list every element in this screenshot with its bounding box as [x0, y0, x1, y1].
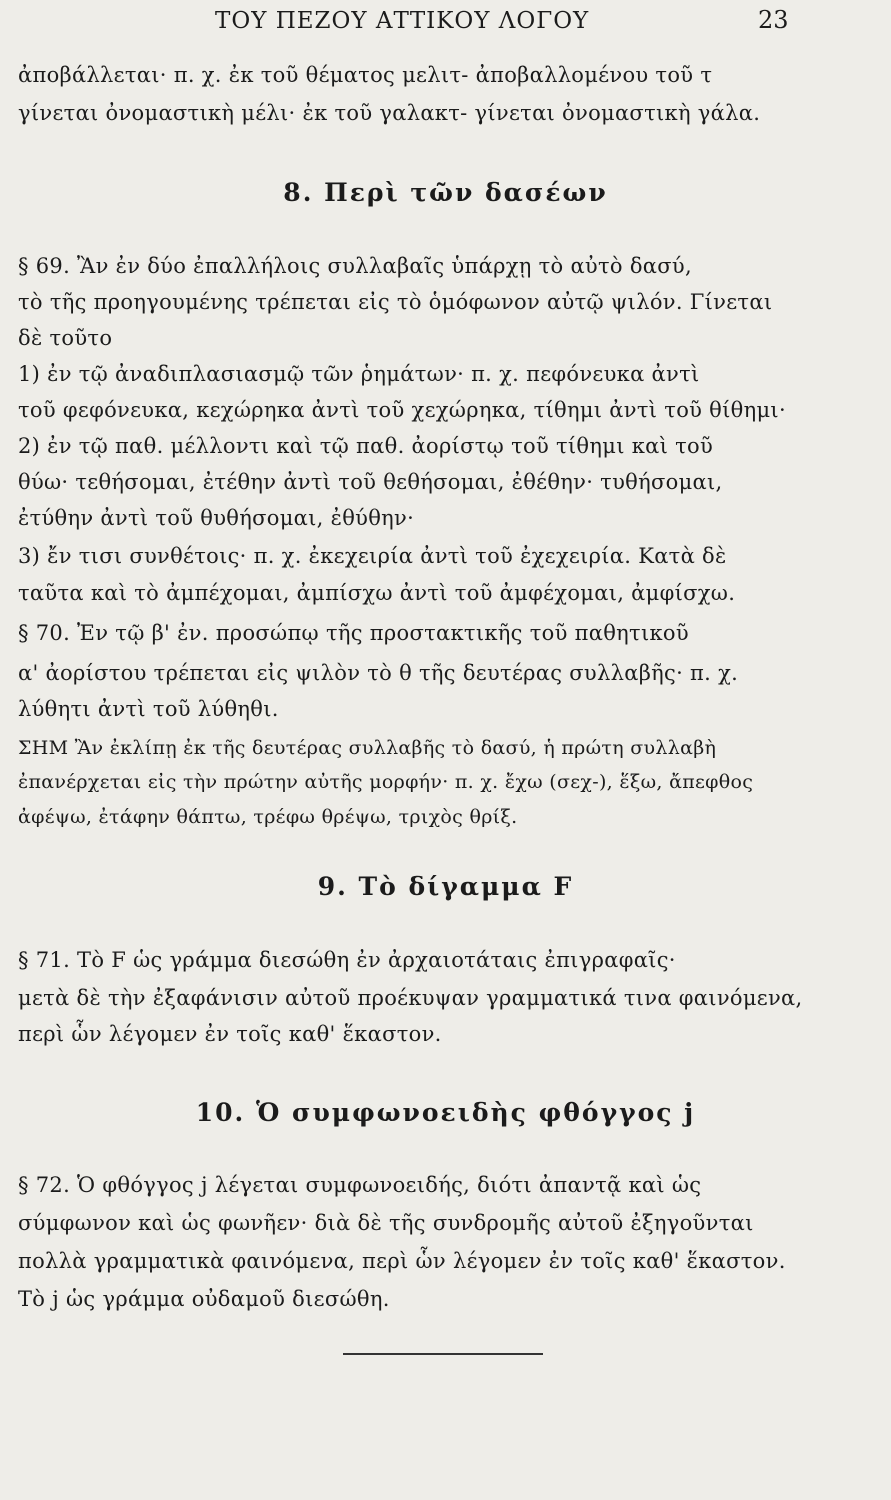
paragraph-72-line: σύμφωνον καὶ ὡς φωνῆεν· διὰ δὲ τῆς συνδρομῆς αὐτοῦ ἐξηγοῦνται [18, 1211, 754, 1235]
section-heading-8: 8. Περὶ τῶν δασέων [283, 178, 608, 207]
page-number: 23 [758, 6, 789, 34]
paragraph-69-line: ἐτύθην ἀντὶ τοῦ θυθήσομαι, ἐθύθην· [18, 506, 415, 530]
paragraph-69-line: 1) ἐν τῷ ἀναδιπλασιασμῷ τῶν ῥημάτων· π. χ. πεφόνευκα ἀντὶ [18, 362, 700, 386]
paragraph-70-line: λύθητι ἀντὶ τοῦ λύθηθι. [18, 697, 279, 721]
paragraph-69-line: τὸ τῆς προηγουμένης τρέπεται εἰς τὸ ὁμόφωνον αὐτῷ ψιλόν. Γίνεται [18, 290, 773, 314]
paragraph-71-line: § 71. Τὸ F ὡς γράμμα διεσώθη ἐν ἀρχαιοτάταις ἐπιγραφαῖς· [18, 948, 676, 972]
running-head: ΤΟΥ ΠΕΖΟΥ ΑΤΤΙΚΟΥ ΛΟΓΟΥ [215, 8, 590, 34]
closing-rule [343, 1353, 543, 1355]
paragraph-69-line: τοῦ φεφόνευκα, κεχώρηκα ἀντὶ τοῦ χεχώρηκα, τίθημι ἀντὶ τοῦ θίθημι· [18, 398, 786, 422]
note-line: ἀφέψω, ἐτάφην θάπτω, τρέφω θρέψω, τριχὸς θρίξ. [18, 806, 518, 828]
paragraph-69-line: § 69. Ἂν ἐν δύο ἐπαλλήλοις συλλαβαῖς ὑπάρχῃ τὸ αὐτὸ δασύ, [18, 254, 692, 278]
paragraph-70-line: § 70. Ἐν τῷ β' ἐν. προσώπῳ τῆς προστακτικῆς τοῦ παθητικοῦ [18, 621, 689, 645]
paragraph-69-line: 2) ἐν τῷ παθ. μέλλοντι καὶ τῷ παθ. ἀορίστῳ τοῦ τίθημι καὶ τοῦ [18, 434, 714, 458]
paragraph-72-line: πολλὰ γραμματικὰ φαινόμενα, περὶ ὧν λέγομεν ἐν τοῖς καθ' ἕκαστον. [18, 1249, 786, 1273]
paragraph-71-line: περὶ ὧν λέγομεν ἐν τοῖς καθ' ἕκαστον. [18, 1022, 442, 1046]
note-line: ἐπανέρχεται εἰς τὴν πρώτην αὐτῆς μορφήν· π. χ. ἔχω (σεχ-), ἕξω, ἄπεφθος [18, 771, 754, 793]
paragraph-69-line: ταῦτα καὶ τὸ ἀμπέχομαι, ἀμπίσχω ἀντὶ τοῦ ἀμφέχομαι, ἀμφίσχω. [18, 581, 736, 605]
paragraph-70-line: α' ἀορίστου τρέπεται εἰς ψιλὸν τὸ θ τῆς δευτέρας συλλαβῆς· π. χ. [18, 661, 739, 685]
note-line: ΣΗΜ Ἂν ἐκλίπῃ ἐκ τῆς δευτέρας συλλαβῆς τὸ δασύ, ἡ πρώτη συλλαβὴ [18, 737, 717, 759]
section-heading-10: 10. Ὁ συμφωνοειδὴς φθόγγος j [195, 1098, 696, 1127]
paragraph-71-line: μετὰ δὲ τὴν ἐξαφάνισιν αὐτοῦ προέκυψαν γραμματικά τινα φαινόμενα, [18, 986, 803, 1010]
section-heading-9: 9. Τὸ δίγαμμα F [317, 872, 574, 901]
text-line: γίνεται ὀνομαστικὴ μέλι· ἐκ τοῦ γαλακτ- γίνεται ὀνομαστικὴ γάλα. [18, 101, 761, 125]
paragraph-72-line: Τὸ j ὡς γράμμα οὐδαμοῦ διεσώθη. [18, 1287, 390, 1311]
paragraph-69-line: δὲ τοῦτο [18, 326, 113, 350]
paragraph-72-line: § 72. Ὁ φθόγγος j λέγεται συμφωνοειδής, διότι ἀπαντᾷ καὶ ὡς [18, 1173, 702, 1197]
paragraph-69-line: 3) ἔν τισι συνθέτοις· π. χ. ἐκεχειρία ἀντὶ τοῦ ἐχεχειρία. Κατὰ δὲ [18, 544, 727, 568]
paragraph-69-line: θύω· τεθήσομαι, ἐτέθην ἀντὶ τοῦ θεθήσομαι, ἐθέθην· τυθήσομαι, [18, 470, 723, 494]
text-line: ἀποβάλλεται· π. χ. ἐκ τοῦ θέματος μελιτ- ἀποβαλλομένου τοῦ τ [18, 63, 713, 87]
page-header [0, 4, 891, 38]
